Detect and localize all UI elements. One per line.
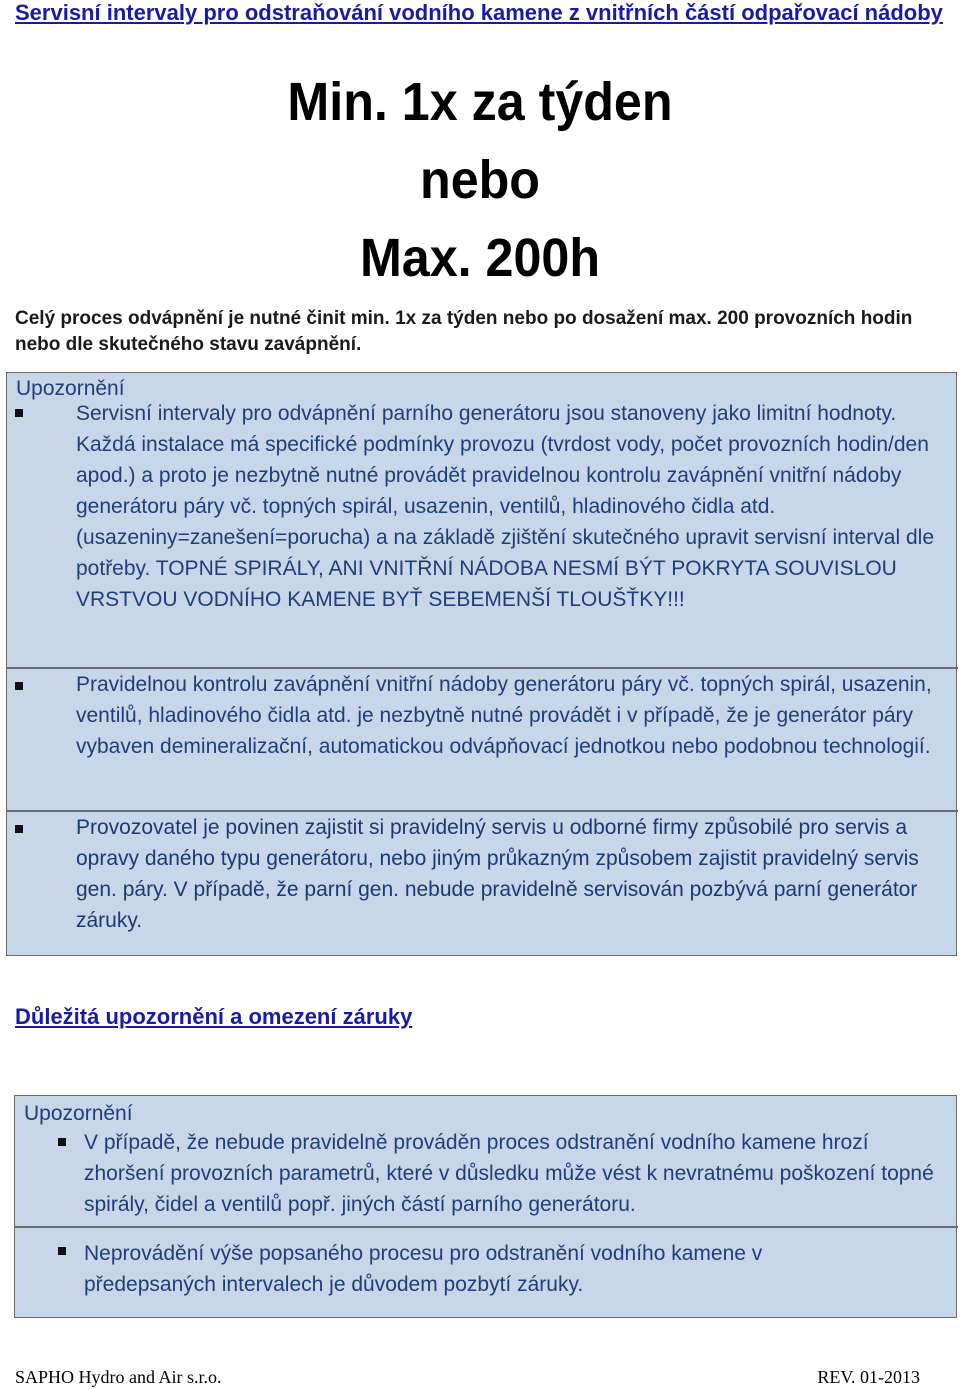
notice-box-2 <box>14 1095 957 1318</box>
notice-title: Upozornění <box>16 377 125 400</box>
section-heading-service-intervals: Servisní intervaly pro odstraňování vodního kamene z vnitřních částí odpařovací nádoby <box>15 0 943 25</box>
bullet-marker <box>15 409 23 417</box>
big-line-or: nebo <box>420 150 540 210</box>
big-line-min: Min. 1x za týden <box>287 72 673 132</box>
notice-bullet-3: Provozovatel je povinen zajistit si pravidelný servis u odborné firmy způsobilé pro servis a opravy daného typu generátoru, nebo jiným průkazným způsobem zajistit pravidelný servis gen. páry. V případě, že parní gen. nebude pravidelně servisován pozbývá parní generátor záruky. <box>76 816 919 932</box>
notice-bullet-1: Servisní intervaly pro odvápnění parního generátoru jsou stanoveny jako limitní hodnoty. Každá instalace má specifické podmínky provozu (tvrdost vody, počet provozních hodin/den apod.) a proto je nezbytně nutné provádět pravidelnou kontrolu zavápnění vnitřní nádoby generátoru páry vč. topných spirál, usazenin, ventilů, hladinového čidla atd. (usazeniny=zanešení=porucha) a na základě zjištění skutečného upravit servisní interval dle potřeby. TOPNÉ SPIRÁLY, ANI VNITŘNÍ NÁDOBA NESMÍ BÝT POKRYTA SOUVISLOU VRSTVOU VODNÍHO KAMENE BYŤ SEBEMENŠÍ TLOUŠŤKY!!! <box>76 402 934 611</box>
bullet-marker <box>58 1138 66 1146</box>
divider <box>15 1226 958 1228</box>
footer-company: SAPHO Hydro and Air s.r.o. <box>15 1367 222 1387</box>
section-heading-warranty: Důležitá upozornění a omezení záruky <box>15 1004 413 1029</box>
warranty-bullet-1: V případě, že nebude pravidelně prováděn proces odstranění vodního kamene hrozí zhoršení provozních parametrů, které v důsledku může vést k nevratnému poškození topné spirály, čidel a ventilů popř. jiných částí parního generátoru. <box>84 1131 934 1216</box>
footer-revision: REV. 01-2013 <box>817 1367 920 1387</box>
bullet-marker <box>15 682 23 690</box>
big-line-max: Max. 200h <box>359 228 601 288</box>
warranty-bullet-2: Neprovádění výše popsaného procesu pro odstranění vodního kamene v předepsaných intervalech je důvodem pozbytí záruky. <box>84 1242 763 1296</box>
intro-paragraph: Celý proces odvápnění je nutné činit min. 1x za týden nebo po dosažení max. 200 provozních hodin nebo dle skutečného stavu zavápnění. <box>15 308 913 355</box>
notice-box-1 <box>6 372 957 956</box>
notice-title: Upozornění <box>24 1102 133 1125</box>
notice-bullet-2: Pravidelnou kontrolu zavápnění vnitřní nádoby generátoru páry vč. topných spirál, usazenin, ventilů, hladinového čidla atd. je nezbytně nutné provádět i v případě, že je generátor páry vybaven demineralizační, automatickou odvápňovací jednotkou nebo podobnou technologií. <box>76 673 932 758</box>
bullet-marker <box>58 1247 66 1255</box>
bullet-marker <box>15 825 23 833</box>
